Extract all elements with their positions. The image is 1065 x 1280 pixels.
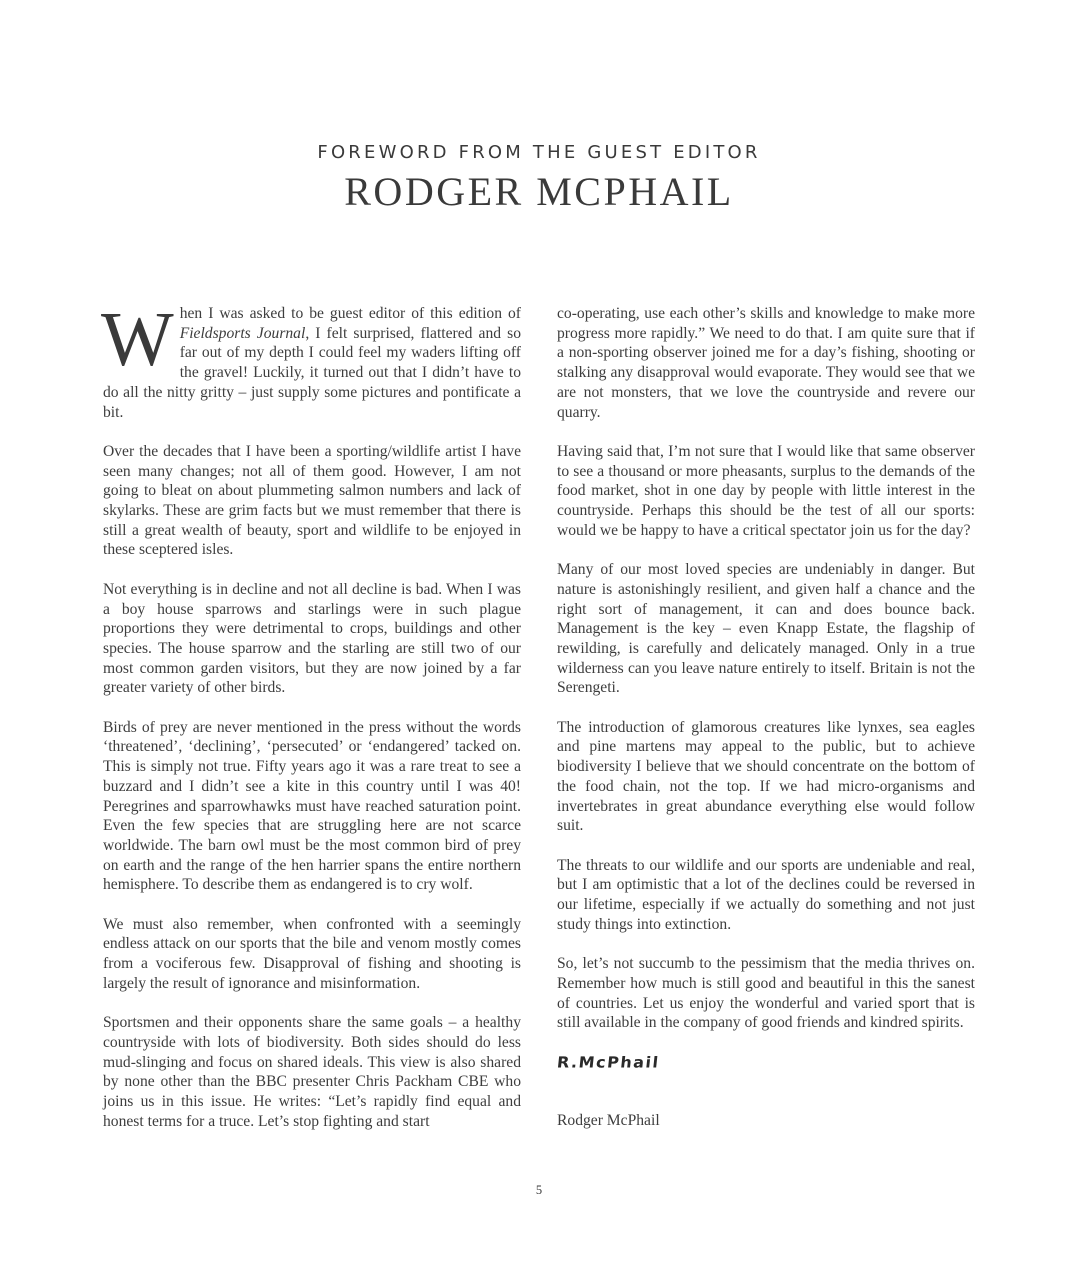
drop-cap: W	[101, 296, 174, 382]
paragraph: Not everything is in decline and not all decline is bad. When I was a boy house sparrows and starlings were in such plague proportions they were detrimental to crops, buildings and other species. The house sparrow and the starling are still two of our most common garden visitors, but they are now joined by a far greater variety of other birds.	[103, 580, 521, 697]
page-number: 5	[535, 1183, 543, 1197]
paragraph: Having said that, I’m not sure that I would like that same observer to see a thousand or more pheasants, surplus to the demands of the food market, shot in one day by people with little interest in the countryside. Perhaps this should be the test of all our sports: would we be happy to have a critical spectator join us for the day?	[557, 442, 975, 539]
paragraph: The threats to our wildlife and our sports are undeniable and real, but I am optimistic that a lot of the declines could be reversed in our lifetime, especially if we actually do something and not just study things into extinction.	[557, 856, 975, 933]
paragraph-text: hen I was asked to be guest editor of this edition of	[179, 305, 521, 322]
handwritten-signature: R.McPhail	[556, 1053, 661, 1072]
publication-title: Fieldsports Journal	[179, 324, 306, 342]
paragraph: co-operating, use each other’s skills and knowledge to make more progress more rapidly.” We need to do that. I am quite sure that if a non-sporting observer joined me for a day’s fishing, shooting or stalking any disapproval would evaporate. They would see that we are not monsters, that we love the countryside and revere our quarry.	[557, 305, 975, 421]
right-column	[557, 304, 975, 1150]
left-column	[101, 296, 521, 1151]
paragraph: We must also remember, when confronted with a seemingly endless attack on our sports that the bile and venom mostly comes from a vociferous few. Disapproval of fishing and shooting is largely the result of ignorance and misinformation.	[103, 915, 521, 992]
page-title: RODGER MCPHAIL	[344, 169, 734, 214]
section-kicker: FOREWORD FROM THE GUEST EDITOR	[317, 142, 761, 163]
paragraph: The introduction of glamorous creatures like lynxes, sea eagles and pine martens may appeal to the public, but to achieve biodiversity I believe that we should concentrate on the bottom of the food chain, not the top. If we had micro-organisms and invertebrates in great abundance everything else would follow suit.	[557, 718, 975, 835]
paragraph: Birds of prey are never mentioned in the press without the words ‘threatened’, ‘declining’, ‘persecuted’ or ‘endangered’ tacked on. This is simply not true. Fifty years ago it was a rare treat to see a buzzard and I didn’t see a kite in this country until I was 40! Peregrines and sparrowhawks must have reached saturation point. Even the few species that are struggling here are not scarce worldwide. The barn owl must be the most common bird of prey on earth and the range of the hen harrier spans the entire northern hemisphere. To describe them as endangered is to cry wolf.	[103, 718, 521, 894]
paragraph	[101, 296, 521, 422]
paragraph: Over the decades that I have been a sporting/wildlife artist I have seen many changes; not all of them good. However, I am not going to bleat on about plummeting salmon numbers and lack of skylarks. These are grim facts but we must remember that there is still a great wealth of beauty, sport and wildlife to be enjoyed in these sceptered isles.	[103, 442, 521, 559]
paragraph: Many of our most loved species are undeniably in danger. But nature is astonishingly resilient, and given half a chance and the right sort of management, it can and does bounce back. Management is the key – even Knapp Estate, the flagship of rewilding, is carefully and delicately managed. Only in a true wilderness can you leave nature entirely to itself. Britain is not the Serengeti.	[557, 561, 975, 697]
author-name: Rodger McPhail	[557, 1111, 660, 1129]
paragraph-text: , I felt surprised, flattered and so far out of my depth I could feel my waders lifting off the gravel! Luckily, it turned out that I didn’t have to do all the nitty gritty – just supply some pictures and pontificate a bit.	[103, 324, 521, 421]
paragraph: So, let’s not succumb to the pessimism that the media thrives on. Remember how much is still good and beautiful in this the sanest of countries. Let us enjoy the wonderful and varied sport that is still available in the company of good friends and kindred spirits.	[557, 955, 975, 1032]
signature-block	[557, 1053, 975, 1083]
paragraph: Sportsmen and their opponents share the same goals – a healthy countryside with lots of biodiversity. Both sides should do less mud-slinging and focus on shared ideals. This view is also shared by none other than the BBC presenter Chris Packham CBE who joins us in this issue. He writes: “Let’s rapidly find equal and honest terms for a truce. Let’s stop fighting and start	[103, 1014, 521, 1130]
